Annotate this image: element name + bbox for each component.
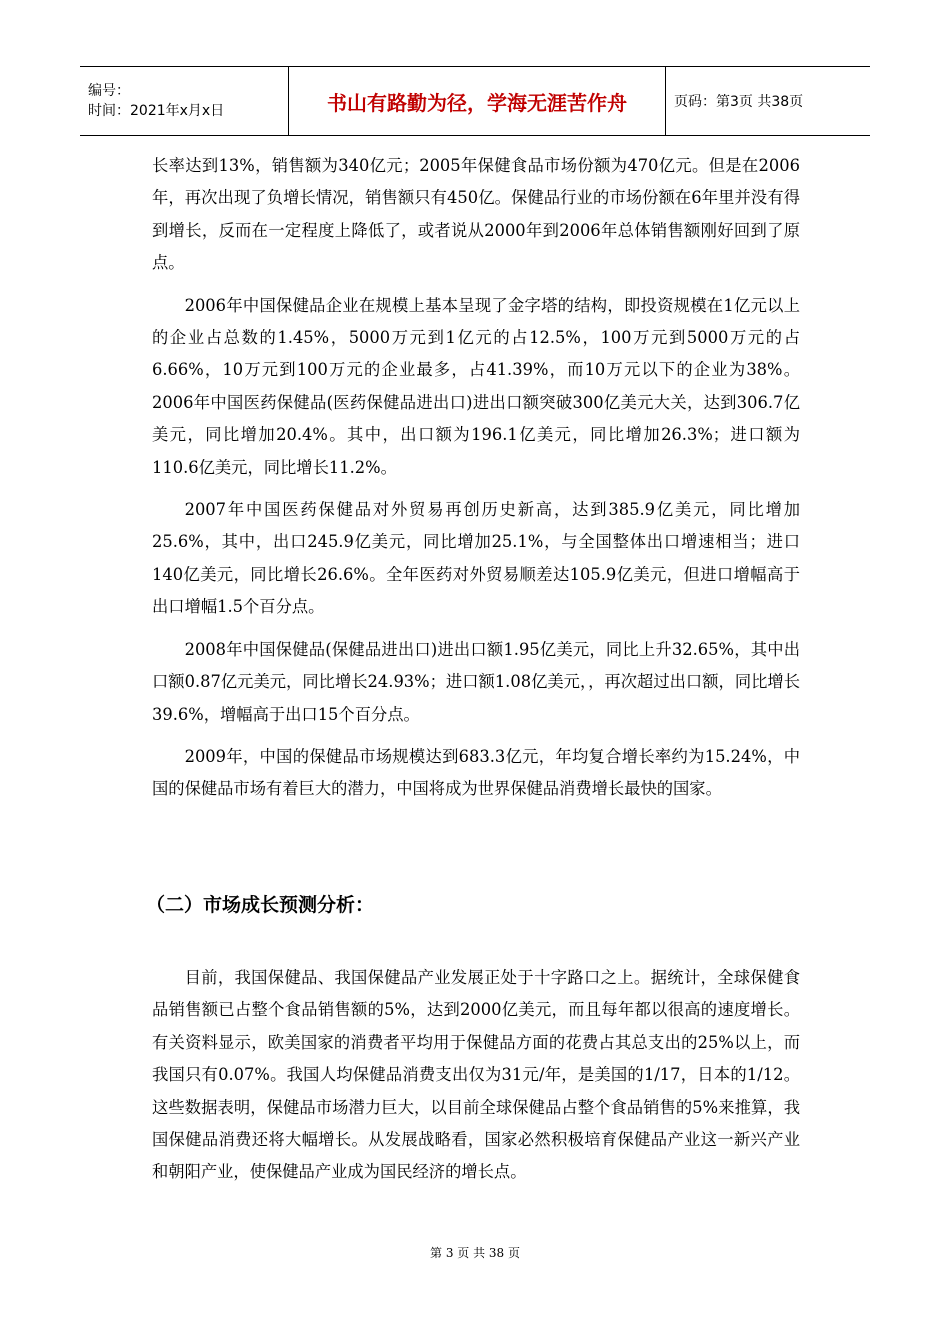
paragraph-5: 2009年，中国的保健品市场规模达到683.3亿元，年均复合增长率约为15.24%，中国的保健品市场有着巨大的潜力，中国将成为世界保健品消费增长最快的国家。 [152, 746, 800, 799]
document-date: 时间：2021年x月x日 [88, 103, 225, 119]
section-body [152, 962, 800, 1189]
header-motto: 书山有路勤为径，学海无涯苦作舟 [289, 67, 666, 136]
body-text [152, 150, 800, 816]
page-footer: 第 3 页 共 38 页 [430, 1246, 520, 1260]
paragraph-2: 2006年中国保健品企业在规模上基本呈现了金字塔的结构，即投资规模在1亿元以上的企业占总数的1.45%，5000万元到1亿元的占12.5%，100万元到5000万元的占6.66%，10万元到100万元的企业最多，占41.39%，而10万元以下的企业为38%。2006年中国医药保健品(医药保健品进出口)进出口额突破300亿美元大关，达到306.7亿美元，同比增加20.4%。其中，出口额为196.1亿美元，同比增加26.3%；进口额为110.6亿美元，同比增长11.2%。 [152, 295, 800, 477]
header-meta [80, 67, 289, 136]
paragraph-1: 长率达到13%，销售额为340亿元；2005年保健食品市场份额为470亿元。但是在2006年，再次出现了负增长情况，销售额只有450亿。保健品行业的市场份额在6年里并没有得到增长，反而在一定程度上降低了，或者说从2000年到2006年总体销售额刚好回到了原点。 [152, 156, 800, 273]
document-number: 编号： [88, 83, 130, 99]
header-page-info: 页码：第3页 共38页 [666, 67, 871, 136]
page-header [80, 66, 870, 136]
section-paragraph: 目前，我国保健品、我国保健品产业发展正处于十字路口之上。据统计，全球保健食品销售额已占整个食品销售额的5%，达到2000亿美元，而且每年都以很高的速度增长。有关资料显示，欧美国家的消费者平均用于保健品方面的花费占其总支出的25%以上，而我国只有0.07%。我国人均保健品消费支出仅为31元/年，是美国的1/17，日本的1/12。这些数据表明，保健品市场潜力巨大，以目前全球保健品占整个食品销售的5%来推算，我国保健品消费还将大幅增长。从发展战略看，国家必然积极培育保健品产业这一新兴产业和朝阳产业，使保健品产业成为国民经济的增长点。 [152, 968, 800, 1182]
section-heading: （二）市场成长预测分析： [146, 894, 375, 916]
paragraph-3: 2007年中国医药保健品对外贸易再创历史新高，达到385.9亿美元，同比增加25.6%，其中，出口245.9亿美元，同比增加25.1%，与全国整体出口增速相当；进口140亿美元，同比增长26.6%。全年医药对外贸易顺差达105.9亿美元，但进口增幅高于出口增幅1.5个百分点。 [152, 500, 800, 617]
paragraph-4: 2008年中国保健品(保健品进出口)进出口额1.95亿美元，同比上升32.65%，其中出口额0.87亿元美元，同比增长24.93%；进口额1.08亿美元，，再次超过出口额，同比增长39.6%，增幅高于出口15个百分点。 [152, 639, 800, 724]
